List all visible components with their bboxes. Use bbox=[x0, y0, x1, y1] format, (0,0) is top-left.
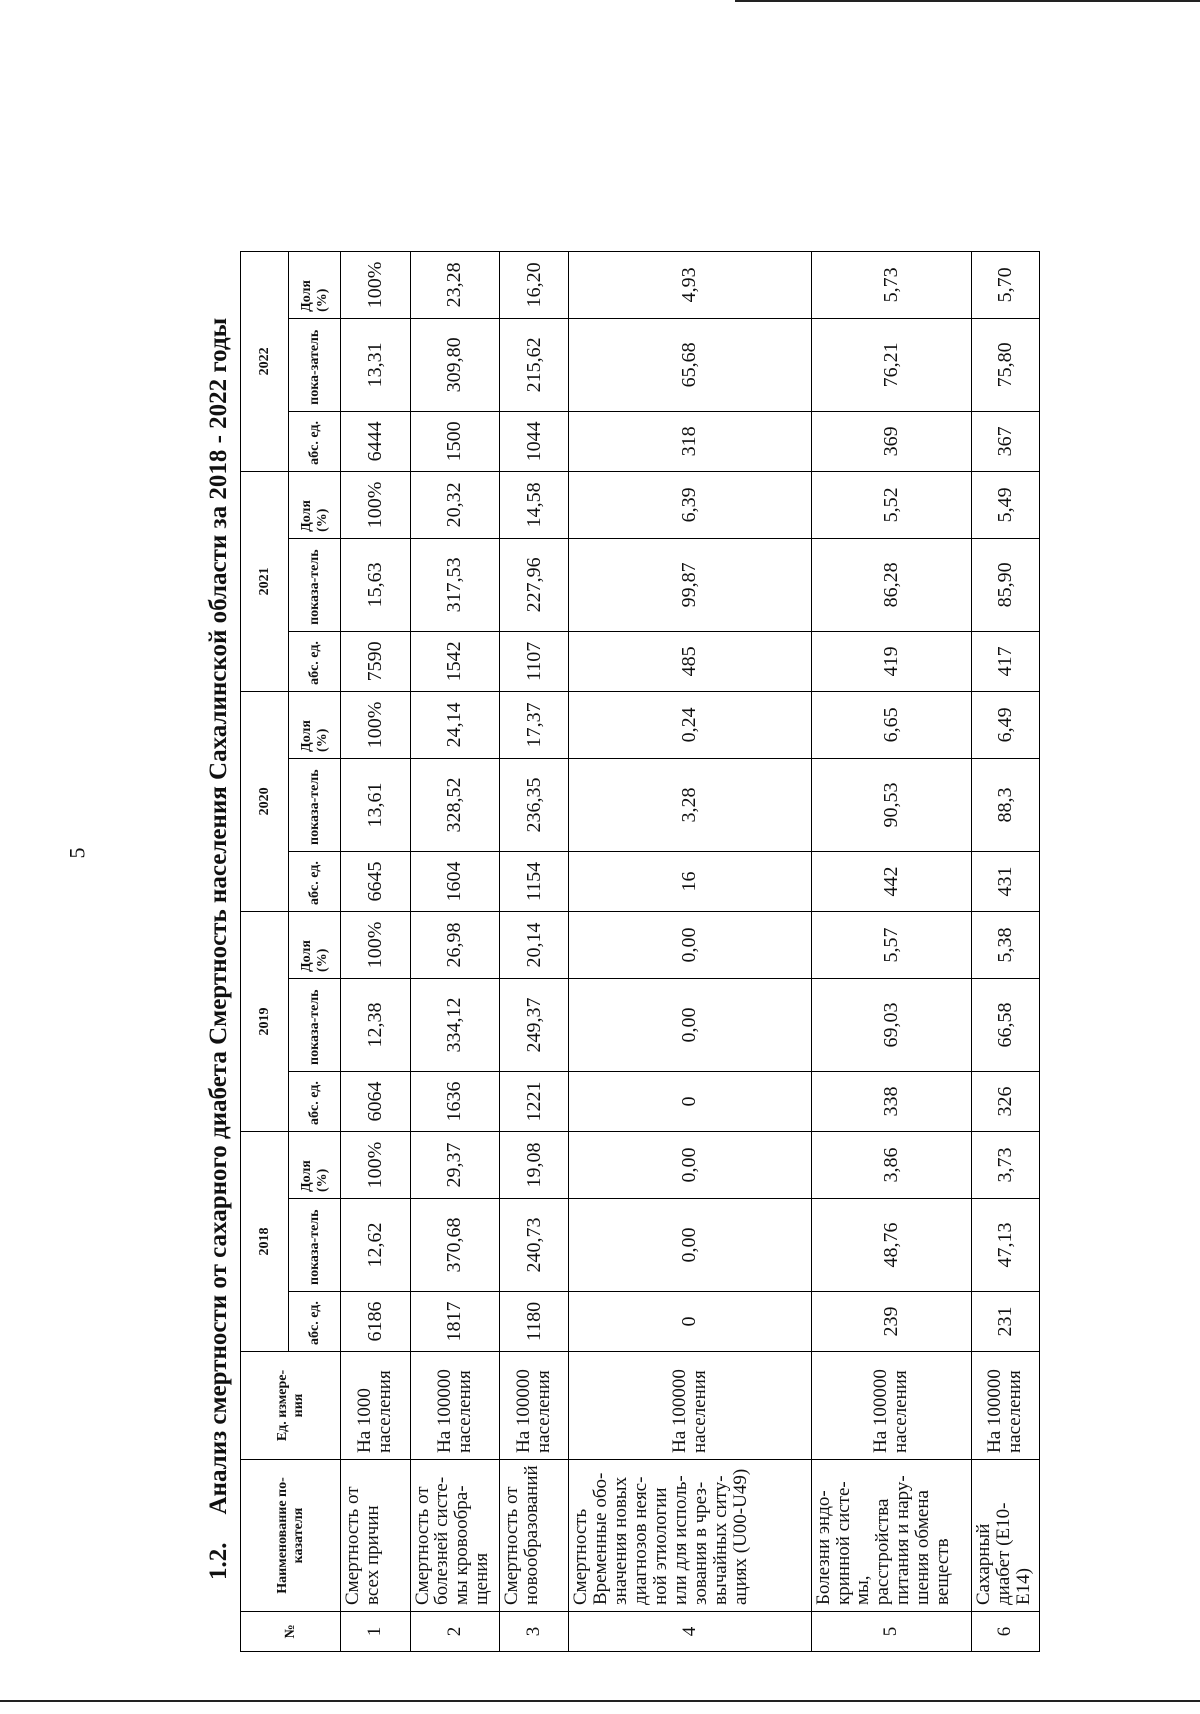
row-number: 5 bbox=[811, 1612, 971, 1652]
table-body bbox=[341, 251, 1040, 1651]
share-value-cell: 6,39 bbox=[569, 471, 811, 538]
abs-value-cell: 1044 bbox=[499, 411, 569, 471]
share-value-cell: 3,73 bbox=[971, 1131, 1039, 1198]
abs-value-cell: 1542 bbox=[410, 631, 499, 691]
share-value-cell: 19,08 bbox=[499, 1131, 569, 1198]
header-abs: абс. ед. bbox=[289, 1071, 341, 1131]
header-indicator: показа-тель bbox=[289, 1199, 341, 1292]
share-value-cell: 6,49 bbox=[971, 691, 1039, 758]
abs-value-cell: 1107 bbox=[499, 631, 569, 691]
indicator-name: Смертность от новообразований bbox=[499, 1460, 569, 1612]
share-value-cell: 100% bbox=[341, 1131, 411, 1198]
section-number: 1.2. bbox=[205, 1542, 232, 1580]
header-share: Доля (%) bbox=[289, 691, 341, 758]
header-name: Наименование по-казателя bbox=[241, 1460, 341, 1612]
header-share: Доля (%) bbox=[289, 1131, 341, 1198]
indicator-value-cell: 3,28 bbox=[569, 758, 811, 851]
header-year-2021: 2021 bbox=[241, 471, 289, 691]
abs-value-cell: 1636 bbox=[410, 1071, 499, 1131]
indicator-value-cell: 13,31 bbox=[341, 318, 411, 411]
abs-value-cell: 318 bbox=[569, 411, 811, 471]
indicator-value-cell: 86,28 bbox=[811, 538, 971, 631]
indicator-name: Сахарный диабет (E10-E14) bbox=[971, 1460, 1039, 1612]
abs-value-cell: 417 bbox=[971, 631, 1039, 691]
indicator-name: Смертность от всех причин bbox=[341, 1460, 411, 1612]
abs-value-cell: 1180 bbox=[499, 1292, 569, 1352]
indicator-value-cell: 227,96 bbox=[499, 538, 569, 631]
abs-value-cell: 326 bbox=[971, 1071, 1039, 1131]
header-indicator: показа-тель bbox=[289, 538, 341, 631]
abs-value-cell: 16 bbox=[569, 851, 811, 911]
abs-value-cell: 367 bbox=[971, 411, 1039, 471]
share-value-cell: 14,58 bbox=[499, 471, 569, 538]
abs-value-cell: 6064 bbox=[341, 1071, 411, 1131]
table-row bbox=[341, 251, 411, 1651]
indicator-value-cell: 76,21 bbox=[811, 318, 971, 411]
table-row bbox=[410, 251, 499, 1651]
header-indicator: пока-затель bbox=[289, 318, 341, 411]
table-row bbox=[811, 251, 971, 1651]
indicator-value-cell: 240,73 bbox=[499, 1199, 569, 1292]
share-value-cell: 5,70 bbox=[971, 251, 1039, 318]
header-num: № bbox=[241, 1612, 341, 1652]
indicator-name: Смертность Временные обо-значения новых диагнозов неяс-ной этиологии или для исполь-зования в чрез-вычайных ситу-ациях (U00-U49) bbox=[569, 1460, 811, 1612]
section-title bbox=[205, 80, 233, 1580]
table-row bbox=[499, 251, 569, 1651]
page-number: 5 bbox=[64, 847, 90, 859]
share-value-cell: 20,14 bbox=[499, 911, 569, 978]
abs-value-cell: 419 bbox=[811, 631, 971, 691]
header-year-2019: 2019 bbox=[241, 911, 289, 1131]
scan-edge-bottom bbox=[0, 1700, 1200, 1702]
share-value-cell: 100% bbox=[341, 911, 411, 978]
indicator-value-cell: 0,00 bbox=[569, 1199, 811, 1292]
share-value-cell: 5,73 bbox=[811, 251, 971, 318]
abs-value-cell: 7590 bbox=[341, 631, 411, 691]
abs-value-cell: 431 bbox=[971, 851, 1039, 911]
share-value-cell: 100% bbox=[341, 251, 411, 318]
header-abs: абс. ед. bbox=[289, 1292, 341, 1352]
indicator-value-cell: 90,53 bbox=[811, 758, 971, 851]
share-value-cell: 0,24 bbox=[569, 691, 811, 758]
indicator-value-cell: 12,62 bbox=[341, 1199, 411, 1292]
share-value-cell: 5,57 bbox=[811, 911, 971, 978]
header-abs: абс. ед. bbox=[289, 631, 341, 691]
share-value-cell: 5,52 bbox=[811, 471, 971, 538]
row-number: 4 bbox=[569, 1612, 811, 1652]
abs-value-cell: 338 bbox=[811, 1071, 971, 1131]
header-year-2022: 2022 bbox=[241, 251, 289, 471]
indicator-value-cell: 88,3 bbox=[971, 758, 1039, 851]
share-value-cell: 26,98 bbox=[410, 911, 499, 978]
header-share: Доля (%) bbox=[289, 471, 341, 538]
abs-value-cell: 1154 bbox=[499, 851, 569, 911]
unit-cell: На 100000 населения bbox=[811, 1352, 971, 1460]
abs-value-cell: 369 bbox=[811, 411, 971, 471]
unit-cell: На 100000 населения bbox=[569, 1352, 811, 1460]
indicator-value-cell: 309,80 bbox=[410, 318, 499, 411]
abs-value-cell: 1604 bbox=[410, 851, 499, 911]
indicator-value-cell: 48,76 bbox=[811, 1199, 971, 1292]
table-row bbox=[971, 251, 1039, 1651]
share-value-cell: 3,86 bbox=[811, 1131, 971, 1198]
abs-value-cell: 1500 bbox=[410, 411, 499, 471]
row-number: 1 bbox=[341, 1612, 411, 1652]
indicator-value-cell: 69,03 bbox=[811, 978, 971, 1071]
row-number: 6 bbox=[971, 1612, 1039, 1652]
row-number: 2 bbox=[410, 1612, 499, 1652]
indicator-value-cell: 328,52 bbox=[410, 758, 499, 851]
abs-value-cell: 6186 bbox=[341, 1292, 411, 1352]
header-share: Доля (%) bbox=[289, 911, 341, 978]
header-indicator: показа-тель bbox=[289, 758, 341, 851]
share-value-cell: 29,37 bbox=[410, 1131, 499, 1198]
abs-value-cell: 485 bbox=[569, 631, 811, 691]
share-value-cell: 5,49 bbox=[971, 471, 1039, 538]
share-value-cell: 5,38 bbox=[971, 911, 1039, 978]
indicator-value-cell: 15,63 bbox=[341, 538, 411, 631]
header-abs: абс. ед. bbox=[289, 851, 341, 911]
header-unit: Ед. измере-ния bbox=[241, 1352, 341, 1460]
indicator-value-cell: 47,13 bbox=[971, 1199, 1039, 1292]
unit-cell: На 100000 населения bbox=[971, 1352, 1039, 1460]
scan-edge-top bbox=[735, 0, 1200, 2]
share-value-cell: 24,14 bbox=[410, 691, 499, 758]
table-row bbox=[569, 251, 811, 1651]
abs-value-cell: 6444 bbox=[341, 411, 411, 471]
abs-value-cell: 239 bbox=[811, 1292, 971, 1352]
share-value-cell: 0,00 bbox=[569, 911, 811, 978]
indicator-name: Смертность от болезней систе-мы кровообра-щения bbox=[410, 1460, 499, 1612]
indicator-value-cell: 66,58 bbox=[971, 978, 1039, 1071]
share-value-cell: 100% bbox=[341, 691, 411, 758]
header-year-2020: 2020 bbox=[241, 691, 289, 911]
indicator-value-cell: 75,80 bbox=[971, 318, 1039, 411]
unit-cell: На 100000 населения bbox=[499, 1352, 569, 1460]
table-rotated-container bbox=[240, 252, 1040, 1652]
abs-value-cell: 6645 bbox=[341, 851, 411, 911]
header-indicator: показа-тель bbox=[289, 978, 341, 1071]
share-value-cell: 17,37 bbox=[499, 691, 569, 758]
share-value-cell: 20,32 bbox=[410, 471, 499, 538]
share-value-cell: 6,65 bbox=[811, 691, 971, 758]
header-row-years bbox=[241, 251, 289, 1651]
mortality-table bbox=[240, 251, 1040, 1652]
indicator-value-cell: 334,12 bbox=[410, 978, 499, 1071]
indicator-value-cell: 65,68 bbox=[569, 318, 811, 411]
section-title-text: Анализ смертности от сахарного диабета Смертность населения Сахалинской области за 2018 - 2022 годы bbox=[205, 317, 232, 1515]
indicator-value-cell: 12,38 bbox=[341, 978, 411, 1071]
indicator-value-cell: 99,87 bbox=[569, 538, 811, 631]
row-number: 3 bbox=[499, 1612, 569, 1652]
abs-value-cell: 1221 bbox=[499, 1071, 569, 1131]
unit-cell: На 100000 населения bbox=[410, 1352, 499, 1460]
header-year-2018: 2018 bbox=[241, 1131, 289, 1351]
abs-value-cell: 1817 bbox=[410, 1292, 499, 1352]
unit-cell: На 1000 населения bbox=[341, 1352, 411, 1460]
abs-value-cell: 231 bbox=[971, 1292, 1039, 1352]
abs-value-cell: 442 bbox=[811, 851, 971, 911]
share-value-cell: 4,93 bbox=[569, 251, 811, 318]
indicator-value-cell: 317,53 bbox=[410, 538, 499, 631]
abs-value-cell: 0 bbox=[569, 1071, 811, 1131]
indicator-value-cell: 13,61 bbox=[341, 758, 411, 851]
indicator-value-cell: 85,90 bbox=[971, 538, 1039, 631]
share-value-cell: 100% bbox=[341, 471, 411, 538]
share-value-cell: 0,00 bbox=[569, 1131, 811, 1198]
indicator-value-cell: 215,62 bbox=[499, 318, 569, 411]
indicator-value-cell: 0,00 bbox=[569, 978, 811, 1071]
abs-value-cell: 0 bbox=[569, 1292, 811, 1352]
indicator-value-cell: 370,68 bbox=[410, 1199, 499, 1292]
share-value-cell: 23,28 bbox=[410, 251, 499, 318]
share-value-cell: 16,20 bbox=[499, 251, 569, 318]
header-abs: абс. ед. bbox=[289, 411, 341, 471]
indicator-value-cell: 236,35 bbox=[499, 758, 569, 851]
header-share: Доля (%) bbox=[289, 251, 341, 318]
indicator-name: Болезни эндо-кринной систе-мы, расстройства питания и нару-шения обмена веществ bbox=[811, 1460, 971, 1612]
indicator-value-cell: 249,37 bbox=[499, 978, 569, 1071]
